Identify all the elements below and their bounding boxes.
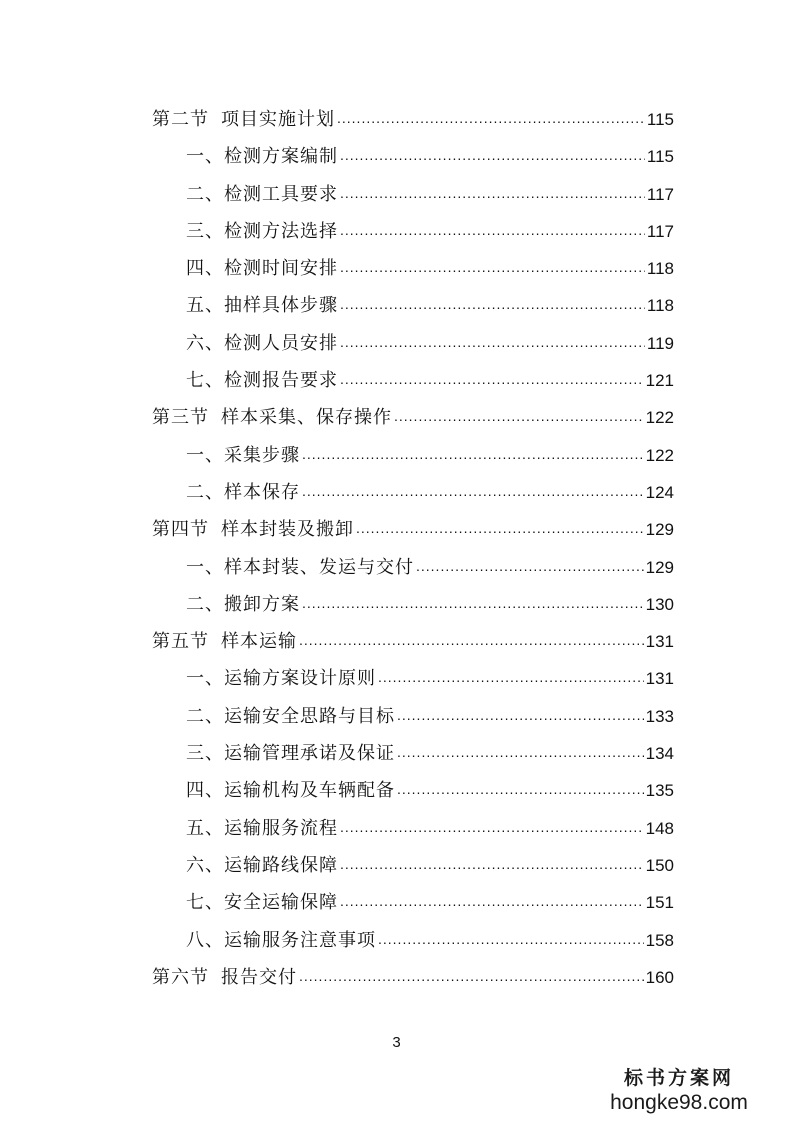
toc-page-number: 117 <box>646 184 674 204</box>
toc-subsection-entry[interactable] <box>152 735 674 772</box>
toc-leader-dots <box>299 622 644 659</box>
toc-page-number: 158 <box>645 930 674 950</box>
toc-leader-dots <box>299 958 644 995</box>
toc-page-number: 135 <box>645 781 674 801</box>
page-number: 3 <box>392 1034 401 1051</box>
toc-page-number: 121 <box>645 371 674 391</box>
toc-page-number: 151 <box>645 893 674 913</box>
toc-section-entry[interactable] <box>152 623 674 660</box>
toc-entry-title: 一、采集步骤 <box>186 444 300 466</box>
toc-page-number: 124 <box>645 482 674 502</box>
toc-entry-title: 五、运输服务流程 <box>186 817 338 839</box>
toc-entry-title <box>152 623 297 660</box>
toc-leader-dots <box>340 361 644 398</box>
toc-subsection-entry[interactable] <box>152 586 674 623</box>
toc-entry-title <box>152 959 297 996</box>
toc-leader-dots <box>302 585 644 622</box>
toc-page-number: 131 <box>645 632 674 652</box>
toc-page-number: 129 <box>645 557 674 577</box>
toc-page-number: 150 <box>645 855 674 875</box>
toc-subsection-entry[interactable] <box>152 698 674 735</box>
toc-entry-title: 八、运输服务注意事项 <box>186 929 376 951</box>
toc-leader-dots <box>340 883 644 920</box>
toc-page-number: 148 <box>645 818 674 838</box>
toc-entry-title: 一、样本封装、发运与交付 <box>186 556 414 578</box>
toc-section-title: 项目实施计划 <box>221 109 335 130</box>
toc-subsection-entry[interactable] <box>152 922 674 959</box>
toc-section-title: 报告交付 <box>221 966 297 988</box>
toc-subsection-entry[interactable] <box>152 138 674 175</box>
toc-subsection-entry[interactable] <box>152 810 674 847</box>
toc-page-number: 131 <box>645 669 674 689</box>
toc-leader-dots <box>340 175 645 212</box>
toc-subsection-entry[interactable] <box>152 884 674 921</box>
toc-page-number: 160 <box>645 967 674 987</box>
toc-leader-dots <box>340 846 644 883</box>
toc-entry-title: 七、检测报告要求 <box>186 370 338 392</box>
toc-entry-title <box>152 399 392 436</box>
toc-leader-dots <box>397 697 644 734</box>
toc-section-entry[interactable] <box>152 399 674 436</box>
toc-section-number: 第四节 <box>152 519 209 541</box>
toc-subsection-entry[interactable] <box>152 325 674 362</box>
toc-leader-dots <box>416 548 644 585</box>
toc-entry-title: 四、检测时间安排 <box>186 258 338 280</box>
toc-leader-dots <box>340 137 645 174</box>
toc-leader-dots <box>397 734 644 771</box>
toc-leader-dots <box>340 324 645 361</box>
watermark-name: 标书方案网 <box>623 1067 734 1089</box>
watermark-logo <box>579 1066 779 1116</box>
toc-leader-dots <box>340 809 644 846</box>
toc-page-number: 115 <box>646 110 674 129</box>
toc-page-number: 129 <box>645 520 674 540</box>
toc-section-number: 第五节 <box>152 631 209 653</box>
toc-section-title: 样本封装及搬卸 <box>221 519 354 541</box>
toc-leader-dots <box>340 212 645 249</box>
watermark-url: hongke98.com <box>610 1091 748 1114</box>
toc-entry-title: 五、抽样具体步骤 <box>186 295 338 317</box>
toc-entry-title: 二、搬卸方案 <box>186 593 300 615</box>
toc-entry-title: 一、运输方案设计原则 <box>186 668 376 690</box>
toc-section-title: 样本运输 <box>221 631 297 653</box>
toc-section-title: 样本采集、保存操作 <box>221 407 392 429</box>
toc-subsection-entry[interactable] <box>152 437 674 474</box>
toc-entry-title <box>152 101 335 138</box>
toc-page-number: 115 <box>646 147 674 167</box>
toc-entry-title: 四、运输机构及车辆配备 <box>186 780 395 802</box>
toc-subsection-entry[interactable] <box>152 847 674 884</box>
toc-leader-dots <box>394 398 644 435</box>
toc-leader-dots <box>397 771 644 808</box>
toc-page-number: 118 <box>646 259 674 279</box>
toc-section-number: 第六节 <box>152 966 209 988</box>
toc-entry-title: 三、检测方法选择 <box>186 220 338 242</box>
toc-leader-dots <box>340 286 645 323</box>
toc-entry-title: 二、运输安全思路与目标 <box>186 705 395 727</box>
toc-entry-title <box>152 511 354 548</box>
table-of-contents <box>152 101 674 996</box>
toc-entry-title: 六、运输路线保障 <box>186 854 338 876</box>
toc-leader-dots <box>337 100 645 137</box>
toc-leader-dots <box>302 436 644 473</box>
toc-page-number: 118 <box>646 296 674 316</box>
toc-subsection-entry[interactable] <box>152 213 674 250</box>
toc-page-number: 130 <box>645 594 674 614</box>
toc-page-number: 133 <box>645 706 674 726</box>
toc-subsection-entry[interactable] <box>152 660 674 697</box>
toc-subsection-entry[interactable] <box>152 362 674 399</box>
toc-section-entry[interactable] <box>152 959 674 996</box>
toc-leader-dots <box>378 659 644 696</box>
toc-entry-title: 六、检测人员安排 <box>186 332 338 354</box>
toc-leader-dots <box>302 473 644 510</box>
toc-section-number: 第二节 <box>152 109 209 130</box>
toc-subsection-entry[interactable] <box>152 474 674 511</box>
toc-subsection-entry[interactable] <box>152 549 674 586</box>
toc-section-entry[interactable] <box>152 511 674 548</box>
toc-page-number: 122 <box>645 445 674 465</box>
toc-page-number: 119 <box>646 333 674 353</box>
toc-page-number: 122 <box>645 408 674 428</box>
toc-entry-title: 一、检测方案编制 <box>186 146 338 168</box>
toc-leader-dots <box>340 249 645 286</box>
toc-section-entry[interactable] <box>152 101 674 138</box>
toc-subsection-entry[interactable] <box>152 772 674 809</box>
toc-subsection-entry[interactable] <box>152 250 674 287</box>
toc-entry-title: 三、运输管理承诺及保证 <box>186 743 395 765</box>
toc-page-number: 117 <box>646 221 674 241</box>
toc-leader-dots <box>356 510 644 547</box>
toc-entry-title: 二、样本保存 <box>186 481 300 503</box>
toc-subsection-entry[interactable] <box>152 287 674 324</box>
toc-page-number: 134 <box>645 744 674 764</box>
toc-subsection-entry[interactable] <box>152 176 674 213</box>
toc-leader-dots <box>378 921 644 958</box>
toc-entry-title: 七、安全运输保障 <box>186 892 338 914</box>
toc-entry-title: 二、检测工具要求 <box>186 183 338 205</box>
toc-section-number: 第三节 <box>152 407 209 429</box>
